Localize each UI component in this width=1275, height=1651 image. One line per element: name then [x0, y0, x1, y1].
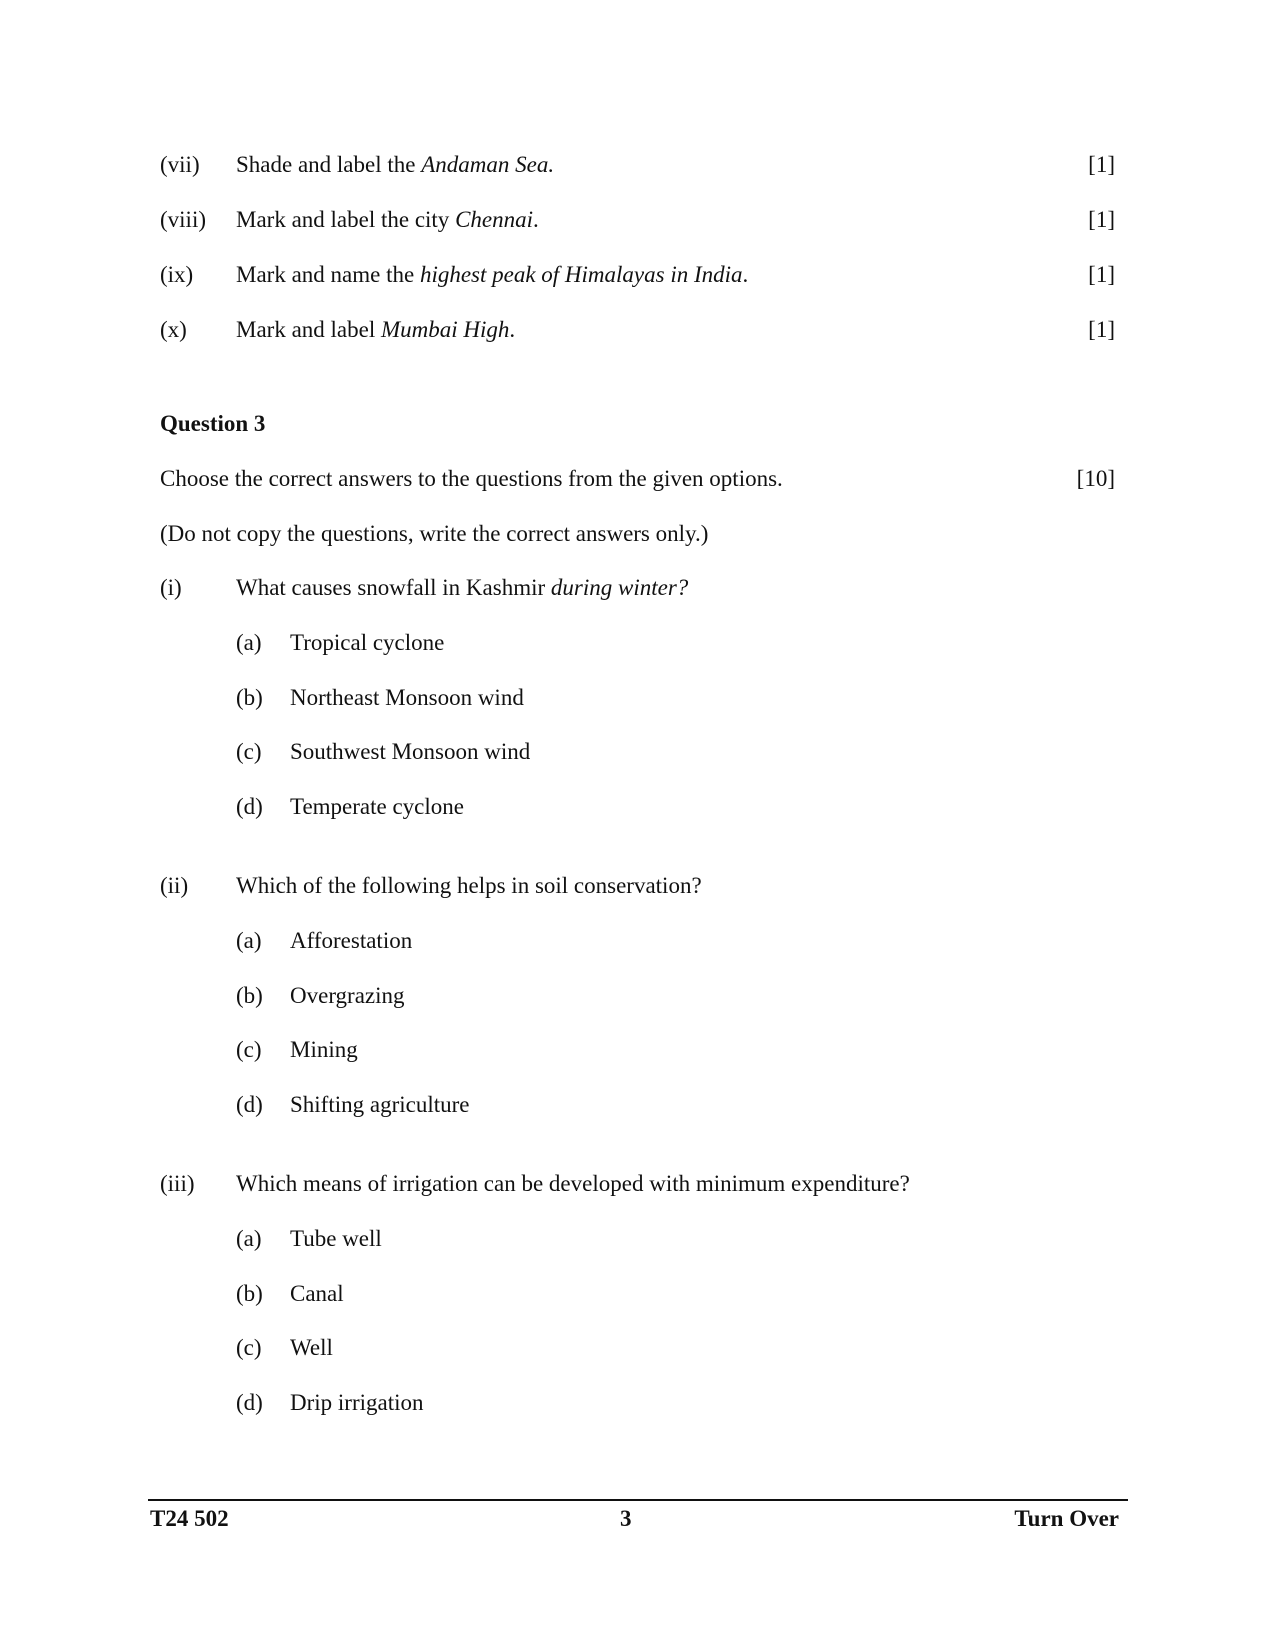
option-text: Northeast Monsoon wind: [290, 685, 524, 710]
option-letter: (c): [236, 1037, 262, 1062]
option-letter: (a): [236, 630, 262, 655]
item-text: Mark and label Mumbai High.: [236, 317, 516, 342]
question-text: Which of the following helps in soil conservation?: [236, 873, 702, 898]
item-number: (vii): [160, 152, 200, 177]
question-text: Which means of irrigation can be developed with minimum expenditure?: [236, 1171, 910, 1196]
option-text: Canal: [290, 1281, 344, 1306]
question-number: (i): [160, 575, 182, 600]
paper-code: T24 502: [150, 1506, 229, 1531]
option-text: Afforestation: [290, 928, 413, 953]
question-heading: Question 3: [160, 411, 266, 436]
question-note: (Do not copy the questions, write the correct answers only.): [160, 521, 709, 546]
option-letter: (d): [236, 794, 263, 819]
option-letter: (a): [236, 1226, 262, 1251]
page-number: 3: [620, 1506, 632, 1531]
option-text: Shifting agriculture: [290, 1092, 470, 1117]
option-text: Drip irrigation: [290, 1390, 424, 1415]
option-text: Mining: [290, 1037, 358, 1062]
footer-divider: [148, 1499, 1128, 1501]
option-text: Overgrazing: [290, 983, 405, 1008]
option-letter: (d): [236, 1092, 263, 1117]
question-text: What causes snowfall in Kashmir during winter?: [236, 575, 689, 600]
question-number: (iii): [160, 1171, 195, 1196]
option-letter: (d): [236, 1390, 263, 1415]
item-text: Shade and label the Andaman Sea.: [236, 152, 555, 177]
option-letter: (b): [236, 983, 263, 1008]
option-text: Well: [290, 1335, 333, 1360]
item-text: Mark and label the city Chennai.: [236, 207, 539, 232]
turn-over-label: Turn Over: [1014, 1506, 1119, 1531]
option-letter: (c): [236, 1335, 262, 1360]
option-text: Southwest Monsoon wind: [290, 739, 531, 764]
item-text: Mark and name the highest peak of Himalayas in India.: [236, 262, 749, 287]
option-text: Temperate cyclone: [290, 794, 464, 819]
item-number: (viii): [160, 207, 206, 232]
question-number: (ii): [160, 873, 189, 898]
option-letter: (b): [236, 1281, 263, 1306]
marks-label: [1]: [1088, 207, 1115, 232]
marks-label: [1]: [1088, 152, 1115, 177]
option-text: Tube well: [290, 1226, 382, 1251]
item-number: (ix): [160, 262, 194, 287]
option-letter: (b): [236, 685, 263, 710]
question-instruction: Choose the correct answers to the questions from the given options.: [160, 466, 783, 491]
marks-label: [10]: [1076, 466, 1115, 491]
option-text: Tropical cyclone: [290, 630, 445, 655]
option-letter: (c): [236, 739, 262, 764]
marks-label: [1]: [1088, 262, 1115, 287]
marks-label: [1]: [1088, 317, 1115, 342]
option-letter: (a): [236, 928, 262, 953]
item-number: (x): [160, 317, 187, 342]
